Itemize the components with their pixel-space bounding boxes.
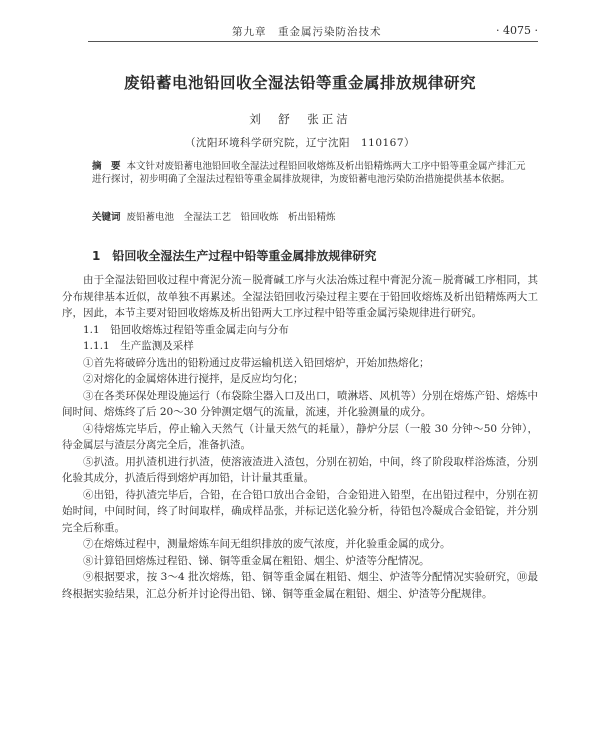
section-number: 1 <box>92 249 101 263</box>
keywords <box>92 211 532 224</box>
list-item: ⑨根据要求，按 3～4 批次熔炼，铅、铜等重金属在粗铅、烟尘、炉渣等分配情况实验研究，⑩最终根据实验结果，汇总分析并讨论得出铅、锑、铜等重金属在粗铅、烟尘、炉渣等分配规律。 <box>62 571 538 600</box>
paper-title: 废铅蓄电池铅回收全湿法铅等重金属排放规律研究 <box>123 74 476 92</box>
list-item: ⑥出铅，待扒渣完毕后，合铅，在合铅口放出合金铅，合金铅进入铅型，在出铅过程中，分别在初始时间，中间时间，终了时间取样，确成样品张，并标记送化验分析，待铅包冷凝成合金铅锭，并分别完全后称重。 <box>62 488 538 534</box>
subsection-heading: 1.1 铅回收熔炼过程铅等重金属走向与分布 <box>83 323 289 336</box>
journal-section-name: 第九章 重金属污染防治技术 <box>232 26 382 38</box>
header-rule <box>88 41 538 42</box>
section-title: 铅回收全湿法生产过程中铅等重金属排放规律研究 <box>112 249 377 263</box>
affiliation: （沈阳环境科学研究院，辽宁沈阳 110167） <box>184 137 416 149</box>
section-heading <box>92 247 552 264</box>
keywords-text: 废铅蓄电池 全湿法工艺 铅回收炼 析出铅精炼 <box>126 212 336 223</box>
body-text <box>62 272 538 602</box>
authors: 刘 舒 张正洁 <box>249 112 351 126</box>
abstract-text: 本文针对废铅蓄电池铅回收全湿法过程铅回收熔炼及析出铅精炼两大工序中铅等重金属产排汇元进行探讨，初步明确了全湿法过程铅等重金属排放规律，为废铅蓄电池污染防治措施提供基本依据。 <box>92 161 526 185</box>
list-item: ③在各类环保处理设施运行（布袋除尘器入口及出口，喷淋塔、风机等）分别在熔炼产铅、熔炼中间时间、熔炼终了后 20～30 分钟测定烟气的流量，流速，并化验测量的成分。 <box>62 389 538 418</box>
list-item: ⑤扒渣。用扒渣机进行扒渣，使溶液渣进入渣包，分别在初始，中间，终了阶段取样浴炼渣，分别化验其成分，扒渣后得到熔炉再加铅，计计量其重量。 <box>62 455 538 484</box>
list-item: ②对熔化的金属熔体进行搅拌，是反应均匀化； <box>83 373 304 385</box>
page-number: · 4075 · <box>496 24 538 37</box>
running-head <box>0 22 600 42</box>
keywords-label: 关键词 <box>92 212 121 223</box>
list-item: ⑦在熔炼过程中，测量熔炼车间无组织排放的废气浓度，并化验重金属的成分。 <box>83 538 451 550</box>
list-item: ⑧计算铅回熔炼过程铅、锑、铜等重金属在粗铅、烟尘、炉渣等分配情况。 <box>83 554 430 567</box>
subsubsection-heading: 1.1.1 生产监测及采样 <box>83 340 194 352</box>
abstract-label: 摘 要 <box>92 161 121 172</box>
list-item: ①首先将破碎分选出的铅粉通过皮带运输机送入铅回熔炉，开始加热熔化； <box>83 356 430 369</box>
intro-paragraph: 由于全湿法铅回收过程中膏泥分流－脱膏碱工序与火法冶炼过程中膏泥分流－脱膏碱工序相同，其分布规律基本近似，故单独不再累述。全湿法铅回收污染过程主要在于铅回收熔炼及析出铅精炼两大工序，因此，本节主要对铅回收熔炼及析出铅两大工序过程中铅等重金属污染规律进行研究。 <box>62 274 538 319</box>
abstract <box>92 160 532 186</box>
list-item: ④待熔炼完毕后，停止输入天然气（计量天然气的耗量），静炉分层（一般 30 分钟～50 分钟），待金属层与渣层分离完全后，准备扒渣。 <box>62 422 538 451</box>
